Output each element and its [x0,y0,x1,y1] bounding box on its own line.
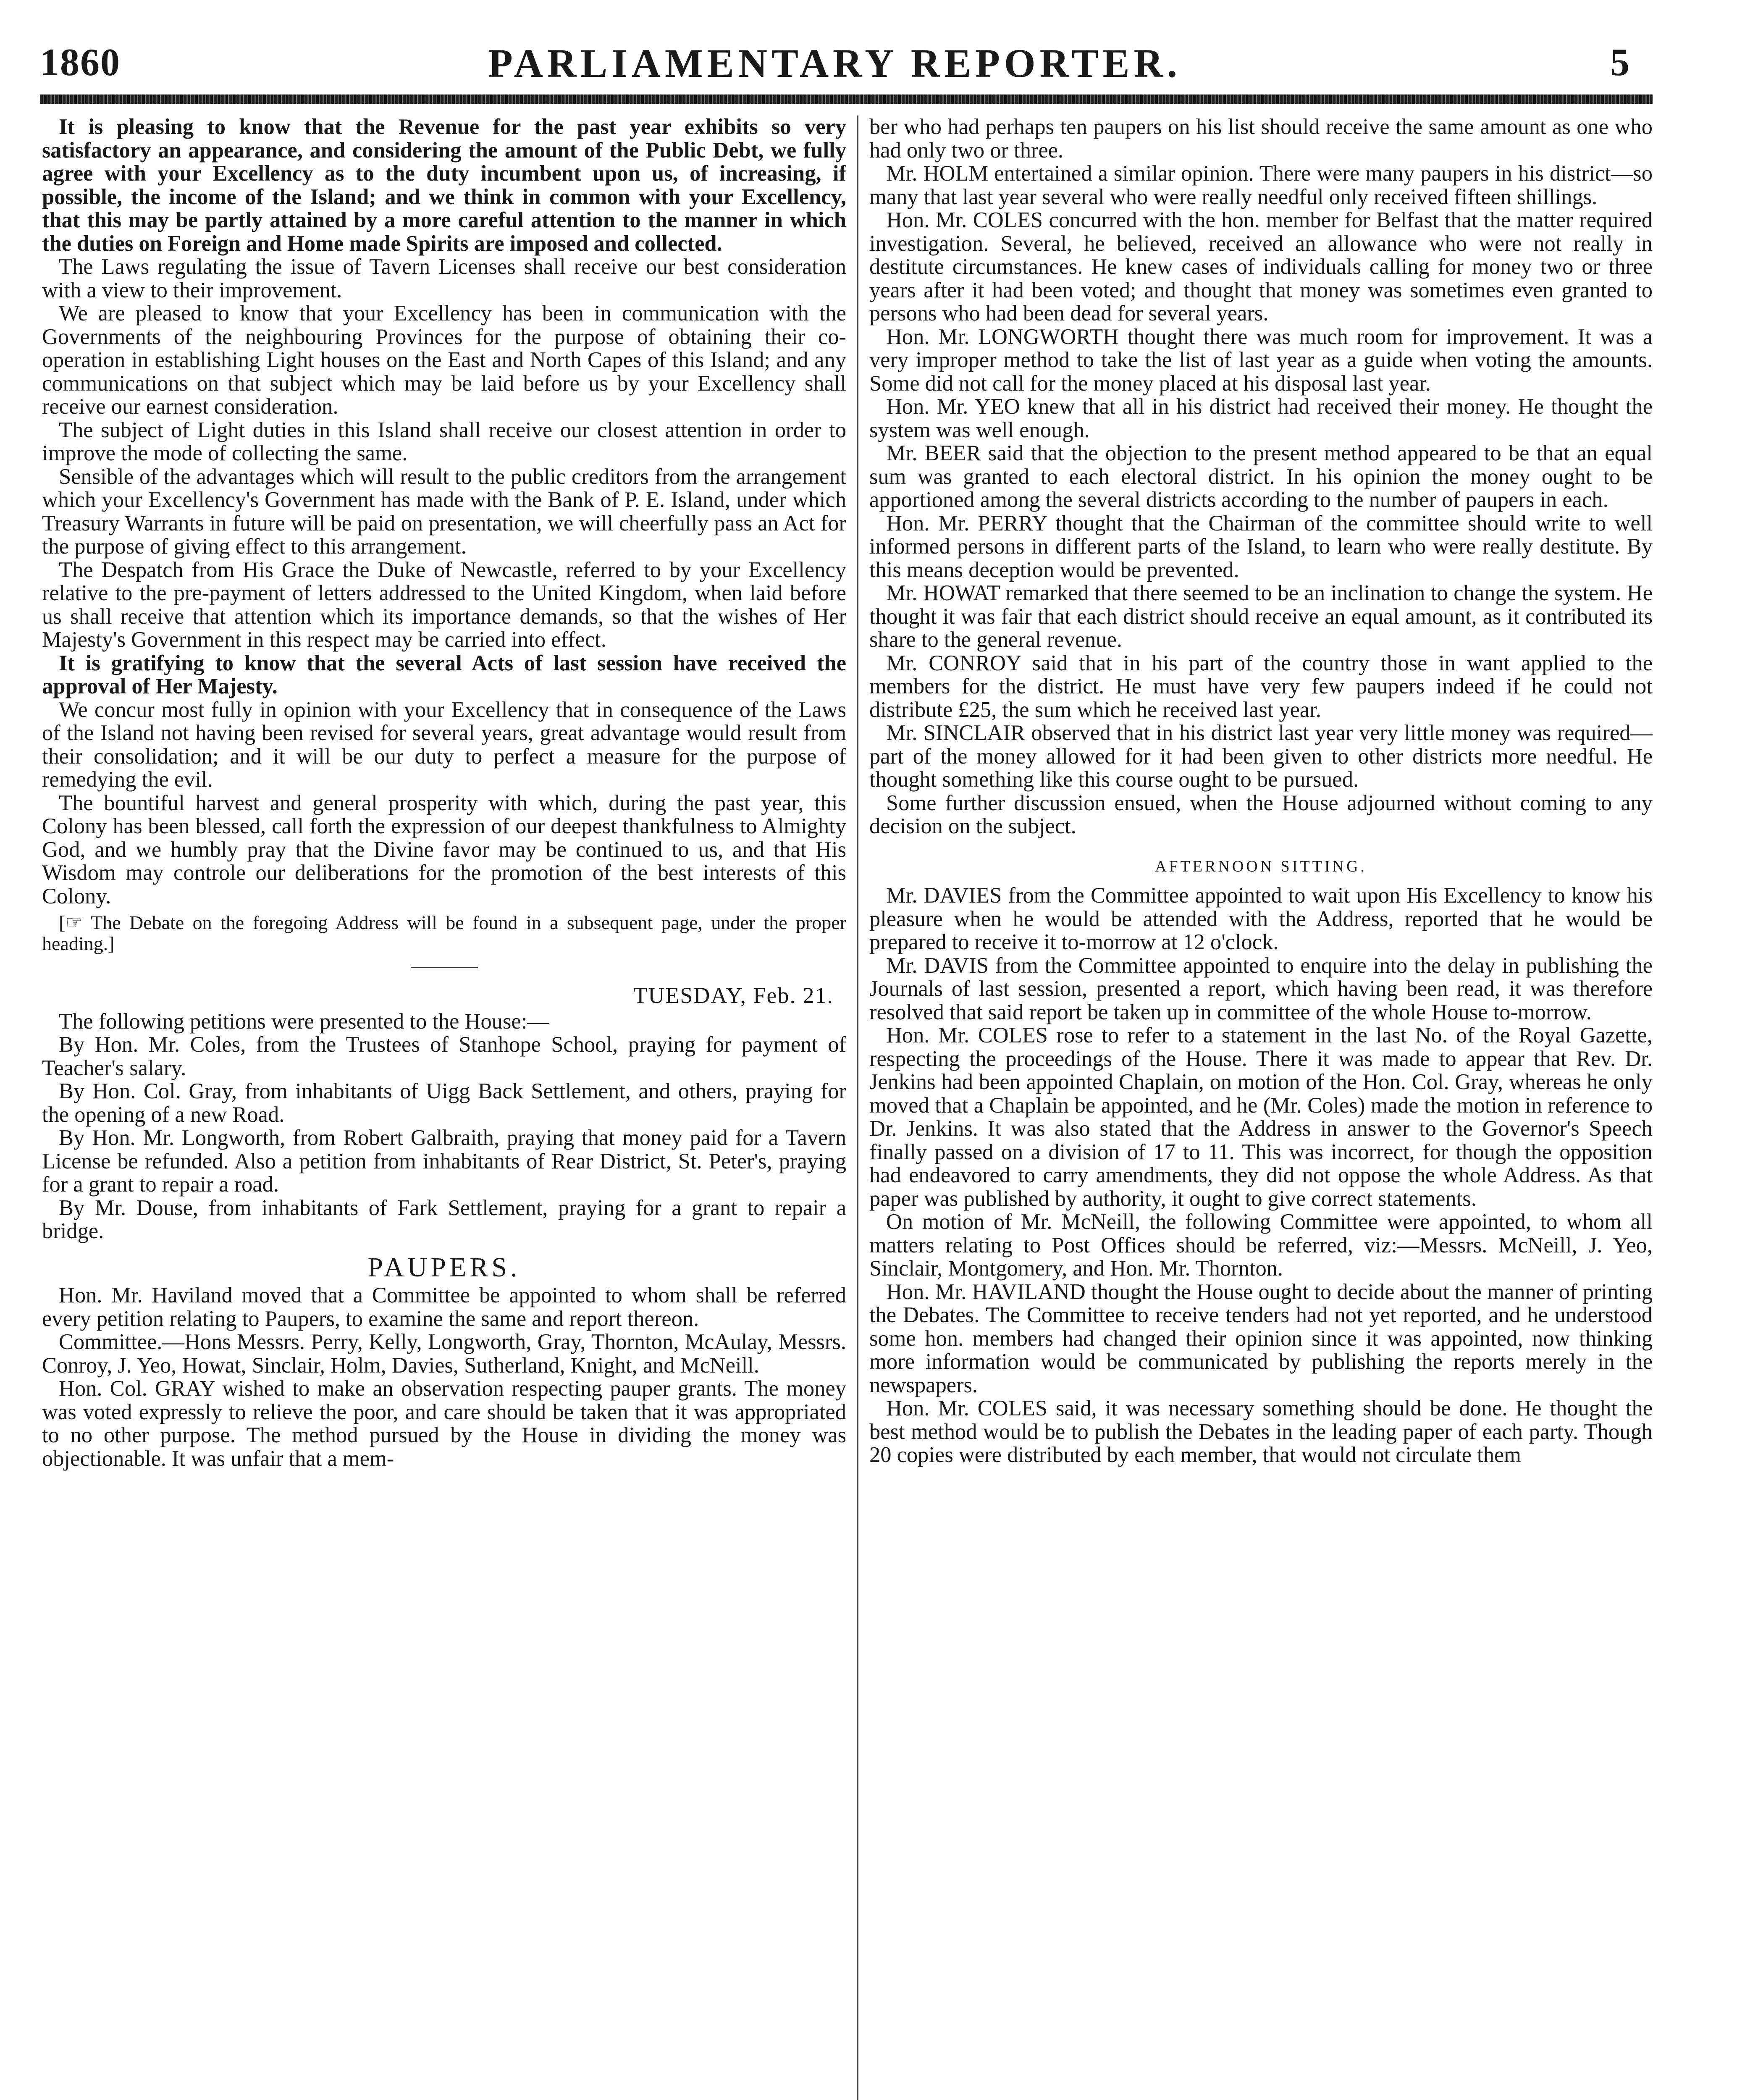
paragraph: Mr. HOLM entertained a similar opinion. There were many paupers in his district—so many that last year several who were really needful only received fifteen shillings. [869,161,1653,209]
paragraph: We are pleased to know that your Excellency has been in communication with the Governments of the neighbouring Provinces for the purpose of obtaining their co-operation in establishing Light houses on the East and North Capes of this Island; and any communications on that subject which may be laid before us by your Excellency shall receive our earnest consideration. [42,301,846,419]
petition-item: By Hon. Col. Gray, from inhabitants of Uigg Back Settlement, and others, praying for the opening of a new Road. [42,1079,846,1127]
paragraph: Mr. DAVIS from the Committee appointed to enquire into the delay in publishing the Journals of last session, presented a report, which having been read, it was therefore resolved that said report be taken up in committee of the whole House to-morrow. [869,953,1653,1024]
petition-item: By Hon. Mr. Longworth, from Robert Galbraith, praying that money paid for a Tavern License be refunded. Also a petition from inhabitants of Rear District, St. Peter's, praying for a grant to repair a road. [42,1126,846,1197]
paragraph: Mr. DAVIES from the Committee appointed to wait upon His Excellency to know his pleasure when he would be attended with the Address, reported that he would be prepared to receive it to-morrow at 12 o'clock. [869,883,1653,954]
masthead-year: 1860 [40,41,121,84]
editorial-note: [☞ The Debate on the foregoing Address will be found in a subsequent page, under the proper heading.] [42,912,846,954]
paragraph: Hon. Mr. COLES rose to refer to a statement in the last No. of the Royal Gazette, respecting the proceedings of the House. There it was made to appear that Rev. Dr. Jenkins had been appointed Chaplain, on motion of the Hon. Col. Gray, whereas he only moved that a Chaplain be appointed, and he (Mr. Coles) made the motion in reference to Dr. Jenkins. It was also stated that the Address in answer to the Governor's Speech finally passed on a division of 17 to 11. This was incorrect, for though the opposition had endeavored to carry amendments, they did not oppose the whole Address. As that paper was published by authority, it ought to give correct statements. [869,1023,1653,1211]
dateline: TUESDAY, Feb. 21. [633,983,834,1008]
paragraph: Hon. Mr. Haviland moved that a Committee be appointed to whom shall be referred every petition relating to Paupers, to examine the same and report thereon. [42,1283,846,1331]
paragraph: We concur most fully in opinion with your Excellency that in consequence of the Laws of the Island not having been revised for several years, great advantage would result from their consolidation; and it will be our duty to perfect a measure for the purpose of remedying the evil. [42,697,846,792]
column-divider [857,116,858,2100]
petition-item: By Mr. Douse, from inhabitants of Fark Settlement, praying for a grant to repair a bridge. [42,1195,846,1243]
paragraph: Hon. Mr. COLES concurred with the hon. member for Belfast that the matter required investigation. Several, he believed, received an allowance who were not really in destitute circumstances. He knew cases of individuals calling for money two or three years after it had been voted; and thought that money was sometimes even granted to persons who had been dead for several years. [869,208,1653,326]
paragraph: Hon. Mr. HAVILAND thought the House ought to decide about the manner of printing the Debates. The Committee to receive tenders had not yet reported, and he understood some hon. members had changed their opinion since it was appointed, now thinking more information would be communicated by publishing the reports merely in the newspapers. [869,1279,1653,1397]
paragraph: Committee.—Hons Messrs. Perry, Kelly, Longworth, Gray, Thornton, McAulay, Messrs. Conroy, J. Yeo, Howat, Sinclair, Holm, Davies, Sutherland, Knight, and McNeill. [42,1330,846,1378]
sub-heading: AFTERNOON SITTING. [1155,857,1367,875]
paragraph: Hon. Mr. COLES said, it was necessary something should be done. He thought the best method would be to publish the Debates in the leading paper of each party. Though 20 copies were distributed by each member, that would not circulate them [869,1396,1653,1467]
paragraph: Hon. Col. GRAY wished to make an observation respecting pauper grants. The money was voted expressly to relieve the poor, and care should be taken that it was appropriated to no other purpose. The method pursued by the House in dividing the money was objectionable. It was unfair that a mem- [42,1376,846,1471]
left-column [42,116,846,2100]
paragraph: Mr. BEER said that the objection to the present method appeared to be that an equal sum was granted to each electoral district. In his opinion the money ought to be apportioned among the several districts according to the number of paupers in each. [869,441,1653,512]
paragraph: Mr. HOWAT remarked that there seemed to be an inclination to change the system. He thought it was fair that each district should receive an equal amount, as it contributed its share to the general revenue. [869,581,1653,652]
paragraph: The Despatch from His Grace the Duke of Newcastle, referred to by your Excellency relative to the pre-payment of letters addressed to the United Kingdom, when laid before us shall receive that attention which its importance demands, so that the wishes of Her Majesty's Government in this respect may be carried into effect. [42,557,846,652]
petition-item: By Hon. Mr. Coles, from the Trustees of Stanhope School, praying for payment of Teacher's salary. [42,1032,846,1080]
section-heading: PAUPERS. [367,1252,521,1283]
paragraph: Sensible of the advantages which will result to the public creditors from the arrangement which your Excellency's Government has made with the Bank of P. E. Island, under which Treasury Warrants in future will be paid on presentation, we will cheerfully pass an Act for the purpose of giving effect to this arrangement. [42,464,846,559]
paragraph: Hon. Mr. YEO knew that all in his district had received their money. He thought the system was well enough. [869,394,1653,442]
paragraph: Hon. Mr. LONGWORTH thought there was much room for improvement. It was a very improper method to take the list of last year as a guide when voting the amounts. Some did not call for the money placed at his disposal last year. [869,324,1653,396]
paragraph: Hon. Mr. PERRY thought that the Chairman of the committee should write to well informed persons in different parts of the Island, to learn who were really destitute. By this means deception would be prevented. [869,511,1653,582]
paragraph: The subject of Light duties in this Island shall receive our closest attention in order to improve the mode of collecting the same. [42,417,846,465]
paragraph: It is pleasing to know that the Revenue for the past year exhibits so very satisfactory an appearance, and considering the amount of the Public Debt, we fully agree with your Excellency as to the duty incumbent upon us, of increasing, if possible, the income of the Island; and we think in common with your Excellency, that this may be partly attained by a more careful attention to the manner in which the duties on Foreign and Home made Spirits are imposed and collected. [42,116,846,256]
right-column [869,116,1653,2100]
paragraph: On motion of Mr. McNeill, the following Committee were appointed, to whom all matters relating to Post Offices should be referred, viz:—Messrs. McNeill, J. Yeo, Sinclair, Montgomery, and Hon. Mr. Thornton. [869,1210,1653,1281]
petition-item: The following petitions were presented to the House:— [59,1009,549,1034]
masthead-rule [40,94,1653,104]
paragraph: It is gratifying to know that the several Acts of last session have received the approval of Her Majesty. [42,651,846,698]
masthead [40,40,1629,86]
paragraph: ber who had perhaps ten paupers on his list should receive the same amount as one who had only two or three. [869,116,1653,163]
page-number: 5 [1610,41,1629,84]
paragraph: Some further discussion ensued, when the House adjourned without coming to any decision on the subject. [869,790,1653,838]
paragraph: Mr. SINCLAIR observed that in his district last year very little money was required—part of the money allowed for it had been given to other districts more needful. He thought something like this course ought to be pursued. [869,721,1653,792]
paragraph: Mr. CONROY said that in his part of the country those in want applied to the members for the district. He must have very few paupers indeed if he could not distribute £25, the sum which he received last year. [869,651,1653,722]
masthead-title: PARLIAMENTARY REPORTER. [488,41,1181,86]
paragraph: The bountiful harvest and general prosperity with which, during the past year, this Colony has been blessed, call forth the expression of our deepest thankfulness to Almighty God, and we humbly pray that the Divine favor may be continued to us, and that His Wisdom may controle our deliberations for the promotion of the best interests of this Colony. [42,790,846,908]
paragraph: The Laws regulating the issue of Tavern Licenses shall receive our best consideration with a view to their improvement. [42,255,846,302]
short-divider [411,967,478,968]
